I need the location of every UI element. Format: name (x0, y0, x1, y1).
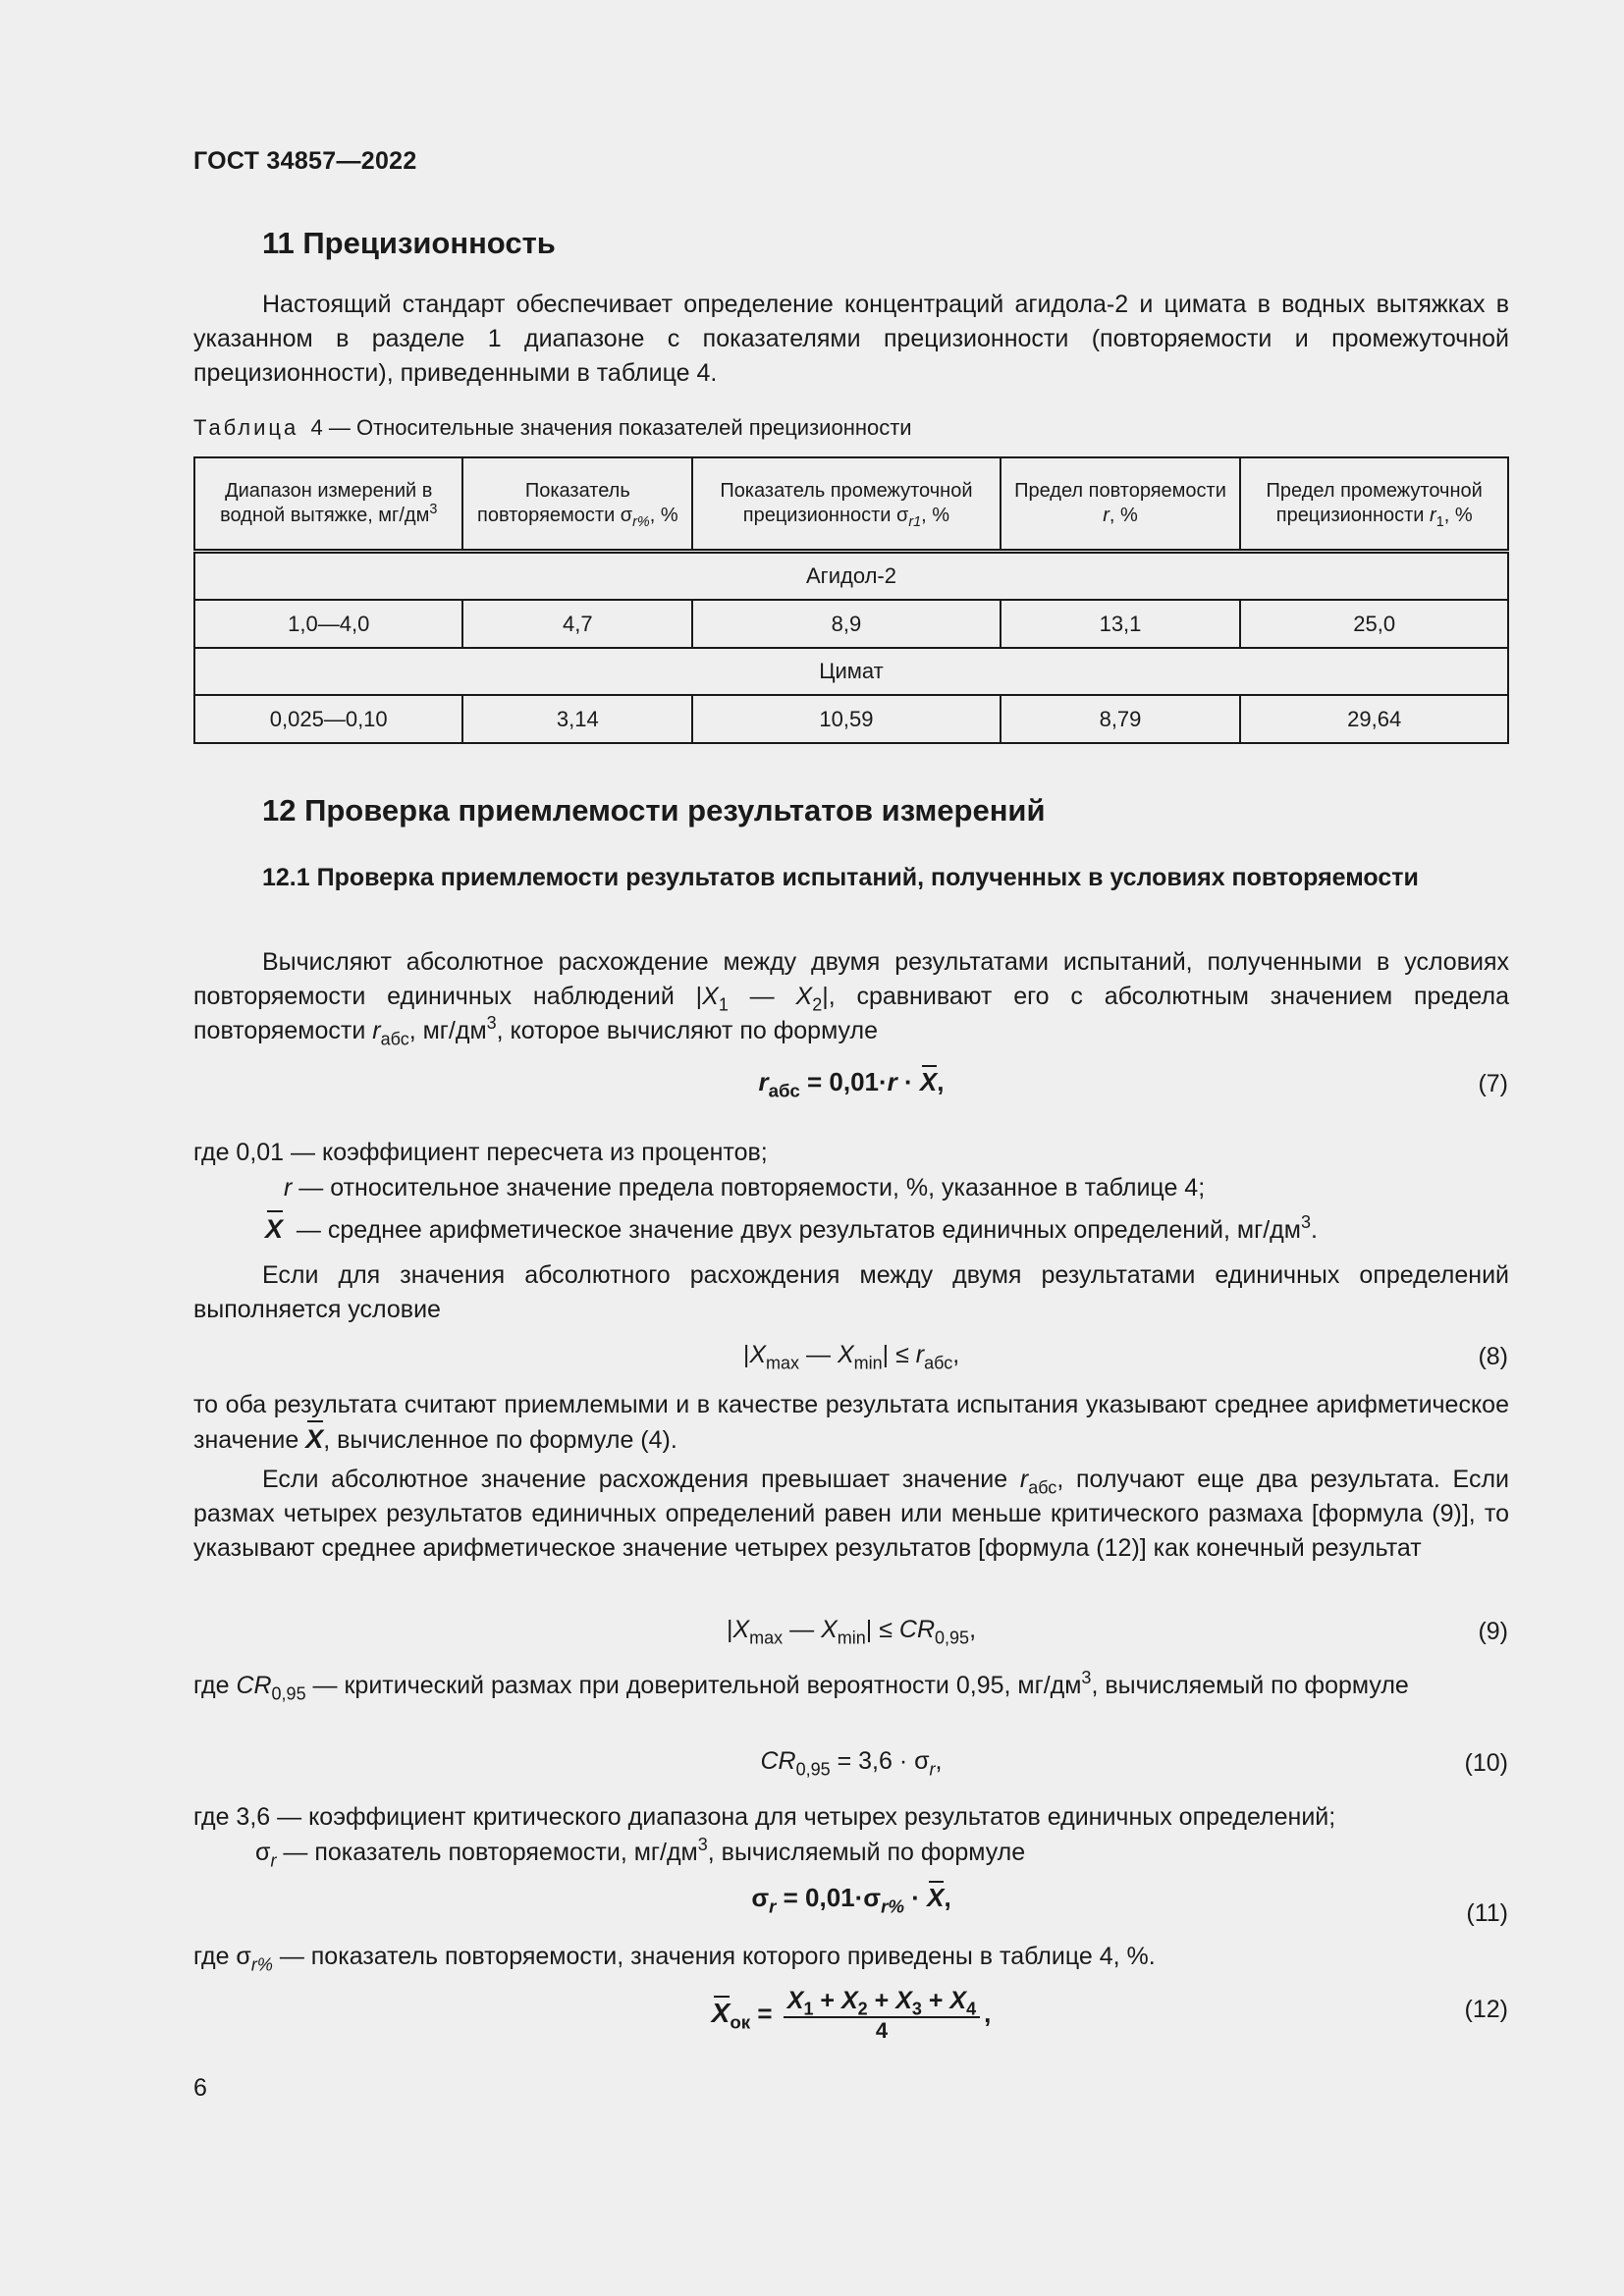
section-11-title: 11 Прецизионность (262, 226, 556, 260)
table-cell: 29,64 (1240, 695, 1508, 743)
formula-8: $|X_{max}$ — $X_{min}| \le r_{абс}$, (742, 1341, 960, 1373)
header-range: Диапазон измерений в водной вытяжке, $мг/дм^3$ (194, 457, 462, 552)
table-cell: 8,9 (692, 600, 1000, 648)
where-cr-text: — критический размах при доверительной вероятности 0,95, $мг/дм^3$, вычисляемый по формуле (312, 1668, 1409, 1699)
where-r: r — относительное значение предела повторяемости, %, указанное в таблице 4; (284, 1174, 1206, 1201)
table-cell: 1,0—4,0 (194, 600, 462, 648)
table-cell: 3,14 (462, 695, 692, 743)
formula-12-number: (12) (1464, 1996, 1508, 2023)
paragraph-exceeds: Если абсолютное значение расхождения превышает значение $r_{абс}$, получают еще два результата. Если размах четырех результатов единичных определений равен или меньше критического размаха [формула (9)], то указывают среднее арифметическое значение четырех результатов [формула (12)] как конечный результат (193, 1466, 1509, 1562)
formula-10: $CR_{0,95} = 3,6 \cdot \sigma_r$, (760, 1747, 943, 1780)
paragraph-abs-difference: Вычисляют абсолютное расхождение между двумя результатами испытаний, полученными в условиях повторяемости единичных наблюдений $|X_1$ — $X_2|$, сравнивают его с абсолютным значением предела повторяемости $r_{абс}$, $мг/дм^3$, которое вычисляют по формуле (193, 948, 1509, 1049)
paragraph-acceptable: то оба результата считают приемлемыми и в качестве результата испытания указывают среднее арифметическое значение X, вычисленное по формуле (4). (193, 1388, 1509, 1458)
where-3-6: где 3,6 — коэффициент критического диапазона для четырех результатов единичных определений; (193, 1803, 1336, 1831)
formula-9: $|X_{max}$ — $X_{min}| \le CR_{0,95}$, (726, 1616, 977, 1648)
table-cell: 10,59 (692, 695, 1000, 743)
header-intermediate: Показатель промежуточной прецизионности $\sigma_{r1}$, % (692, 457, 1000, 552)
where-cr: где $CR_{0,95}$ — критический размах при доверительной вероятности 0,95, $мг/дм^3$, вычисляемый по формуле (193, 1668, 1409, 1704)
header-repeatability: Показатель повторяемости $\sigma_{r\%}$, % (462, 457, 692, 552)
table-cell: 25,0 (1240, 600, 1508, 648)
group-cimat: Цимат (194, 648, 1508, 695)
section-12-title: 12 Проверка приемлемости результатов измерений (262, 793, 1046, 828)
section-12-1-title: 12.1 Проверка приемлемости результатов испытаний, полученных в условиях повторяемости (262, 864, 1419, 891)
where-coefficient: где 0,01 — коэффициент пересчета из процентов; (193, 1139, 768, 1166)
header-intermediate-limit: Предел промежуточной прецизионности $r_1$, % (1240, 457, 1508, 552)
formula-9-number: (9) (1478, 1618, 1508, 1645)
group-agidol: Агидол-2 (194, 552, 1508, 601)
where-x-mean: X — среднее арифметическое значение двух результатов единичных определений, $мг/дм^3$. (265, 1212, 1318, 1248)
header-repeat-limit: Предел повторяемости r, % (1001, 457, 1241, 552)
paragraph-condition: Если для значения абсолютного расхождения между двумя результатами единичных определений выполняется условие (193, 1261, 1509, 1323)
formula-10-number: (10) (1464, 1749, 1508, 1777)
formula-11: $\sigma_r = 0,01\cdot\sigma_{r\%} \cdot X$, (751, 1883, 951, 1917)
formula-11-number: (11) (1466, 1899, 1508, 1927)
table-cell: 13,1 (1001, 600, 1241, 648)
table-cell: 0,025—0,10 (194, 695, 462, 743)
document-code: ГОСТ 34857—2022 (193, 147, 417, 175)
where-sigma-r-percent: где $\sigma_{r\%}$ — показатель повторяемости, значения которого приведены в таблице 4, %. (193, 1943, 1156, 1975)
table-cell: 4,7 (462, 600, 692, 648)
table-cell: 8,79 (1001, 695, 1241, 743)
formula-8-number: (8) (1478, 1343, 1508, 1370)
table-4-caption: Таблица 4 — Относительные значения показателей прецизионности (193, 415, 912, 440)
formula-12: $X_{ок}$ = $\frac{X_1 + X_2 + X_3 + X_4}{4}$ , (711, 1987, 992, 2043)
section-11-paragraph: Настоящий стандарт обеспечивает определение концентраций агидола-2 и цимата в водных вытяжках в указанном в разделе 1 диапазоне с показателями прецизионности (повторяемости и промежуточной прецизионности), приведенными в таблице 4. (193, 291, 1509, 387)
page-number: 6 (193, 2074, 207, 2102)
formula-7: $r_{абс} = 0,01\cdot r \cdot X$, (758, 1067, 945, 1101)
formula-7-number: (7) (1478, 1070, 1508, 1097)
precision-table (193, 456, 1509, 744)
where-sigma-r: $\sigma_r$ — показатель повторяемости, $мг/дм^3$, вычисляемый по формуле (255, 1835, 1026, 1871)
